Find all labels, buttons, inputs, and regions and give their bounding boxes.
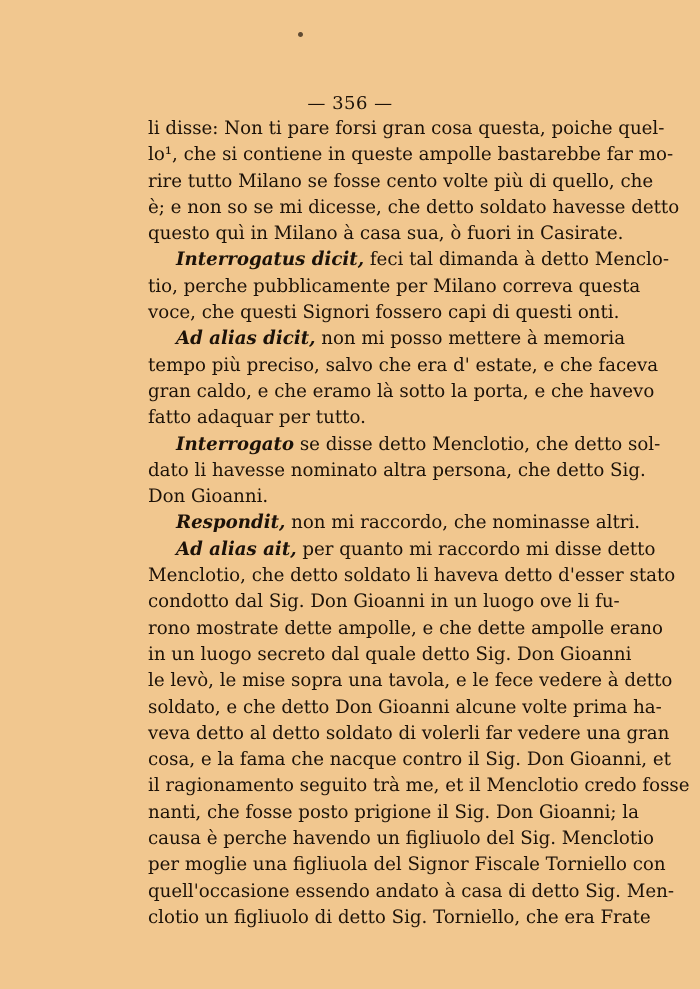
text-line <box>148 458 646 484</box>
text-line <box>148 169 654 195</box>
text-span: feci tal dimanda à detto Menclo- <box>364 249 669 271</box>
text-line <box>148 905 651 931</box>
text-line <box>148 274 641 300</box>
text-span: clotio un figliuolo di detto Sig. Torniello, che era Frate <box>148 906 651 928</box>
text-span: se disse detto Menclotio, che detto sol- <box>294 433 661 455</box>
text-span: nanti, che fosse posto prigione il Sig. Don Gioanni; la <box>148 801 639 823</box>
text-line <box>148 405 612 431</box>
text-line <box>148 379 655 405</box>
text-line <box>148 800 639 826</box>
body-text <box>148 116 690 931</box>
text-line <box>148 879 674 905</box>
text-span: per quanto mi raccordo mi disse detto <box>296 538 656 560</box>
text-line <box>148 221 624 247</box>
text-span: tio, perche pubblicamente per Milano correva questa <box>148 275 641 297</box>
text-span: cosa, e la fama che nacque contro il Sig. Don Gioanni, et <box>148 749 671 771</box>
text-line <box>148 300 620 326</box>
text-line <box>148 695 662 721</box>
text-span: soldato, e che detto Don Gioanni alcune volte prima ha- <box>148 696 662 718</box>
text-span: fatto adaquar per tutto. <box>148 407 366 429</box>
text-line <box>148 537 656 563</box>
text-line <box>148 326 626 352</box>
text-line <box>148 142 674 168</box>
text-span: rono mostrate dette ampolle, e che dette ampolle erano <box>148 617 663 639</box>
ink-speck <box>298 32 303 37</box>
text-line <box>148 668 673 694</box>
text-span: le levò, le mise sopra una tavola, e le fece vedere à detto <box>148 670 673 692</box>
text-span: li disse: Non ti pare forsi gran cosa questa, poiche quel- <box>148 118 665 139</box>
text-line <box>148 721 670 747</box>
text-line <box>148 642 632 668</box>
text-span: non mi raccordo, che nominasse altri. <box>285 512 641 534</box>
text-line <box>148 826 654 852</box>
italic-lead-phrase: Interrogatus dicit, <box>176 249 365 271</box>
text-span: in un luogo secreto dal quale detto Sig. Don Gioanni <box>148 643 632 665</box>
text-span: è; e non so se mi dicesse, che detto soldato havesse detto <box>148 196 680 218</box>
text-line <box>148 616 663 642</box>
text-span: non mi posso mettere à memoria <box>315 328 626 350</box>
page-number-header: — 356 — <box>307 93 393 114</box>
italic-lead-phrase: Ad alias dicit, <box>176 328 316 350</box>
text-span: rire tutto Milano se fosse cento volte più di quello, che <box>148 170 654 192</box>
text-span: voce, che questi Signori fossero capi di questi onti. <box>148 302 620 324</box>
text-line <box>148 247 669 273</box>
text-span: dato li havesse nominato altra persona, che detto Sig. <box>148 459 646 481</box>
italic-lead-phrase: Ad alias ait, <box>176 538 297 560</box>
text-span: tempo più preciso, salvo che era d' estate, e che faceva <box>148 354 659 376</box>
text-line <box>148 353 659 379</box>
text-line <box>148 563 676 589</box>
text-line <box>148 510 641 536</box>
text-line <box>148 589 620 615</box>
text-span: Menclotio, che detto soldato li haveva detto d'esser stato <box>148 565 676 587</box>
text-span: per moglie una figliuola del Signor Fiscale Torniello con <box>148 854 666 876</box>
text-line <box>148 747 671 773</box>
text-line <box>148 116 665 142</box>
text-span: gran caldo, e che eramo là sotto la porta, e che havevo <box>148 380 655 402</box>
italic-lead-phrase: Respondit, <box>176 512 286 534</box>
italic-lead-phrase: Interrogato <box>176 433 295 455</box>
text-span: il ragionamento seguito trà me, et il Menclotio credo fosse <box>148 775 690 797</box>
text-line <box>148 432 661 458</box>
text-span: veva detto al detto soldato di volerli far vedere una gran <box>148 722 670 744</box>
text-span: Don Gioanni. <box>148 486 269 508</box>
text-line <box>148 852 666 878</box>
text-span: questo quì in Milano à casa sua, ò fuori in Casirate. <box>148 223 624 245</box>
text-line <box>148 195 680 221</box>
text-span: quell'occasione essendo andato à casa di detto Sig. Men- <box>148 880 674 902</box>
text-line <box>148 773 690 799</box>
text-line <box>148 484 612 510</box>
text-span: causa è perche havendo un figliuolo del Sig. Menclotio <box>148 828 654 850</box>
text-span: condotto dal Sig. Don Gioanni in un luogo ove li fu- <box>148 591 620 613</box>
text-span: lo¹, che si contiene in queste ampolle bastarebbe far mo- <box>148 144 674 166</box>
